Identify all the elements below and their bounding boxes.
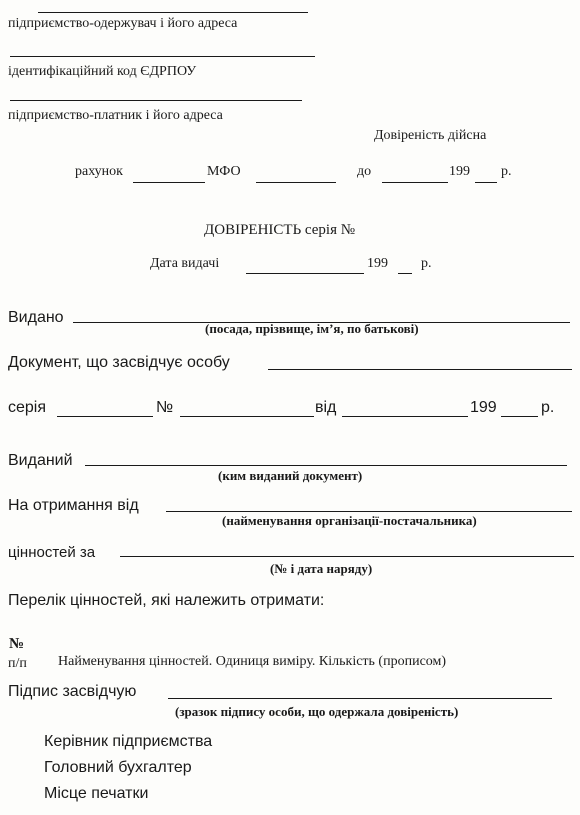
issued-to-hint: (посада, прізвище, ім’я, по батькові) — [205, 321, 419, 336]
issued-by-hint: (ким виданий документ) — [218, 468, 363, 483]
document-label: Документ, що засвідчує особу — [8, 354, 230, 371]
doc-suffix: р. — [541, 399, 555, 416]
recipient-label: підприємство-одержувач і його адреса — [8, 16, 238, 31]
issued-by-line[interactable] — [85, 465, 567, 466]
series-label: серія — [8, 399, 47, 416]
edrpou-label: ідентифікаційний код ЄДРПОУ — [8, 64, 197, 79]
mfo-label: МФО — [207, 164, 241, 179]
director-label: Керівник підприємства — [44, 733, 213, 750]
until-line[interactable] — [382, 182, 448, 183]
values-for-label: цінностей за — [8, 544, 96, 561]
issued-to-label: Видано — [8, 309, 64, 326]
until-suffix: р. — [501, 164, 512, 179]
from-line[interactable] — [342, 416, 468, 417]
doc-year-line[interactable] — [501, 416, 538, 417]
number-sign: № — [156, 399, 174, 416]
receive-from-hint: (найменування організації-постачальника) — [222, 513, 477, 528]
from-label: від — [315, 399, 337, 416]
document-line[interactable] — [268, 369, 572, 370]
until-label: до — [357, 164, 372, 179]
col-desc: Найменування цінностей. Одиниця виміру. Кількість (прописом) — [58, 654, 447, 669]
receive-from-line[interactable] — [166, 511, 572, 512]
account-label: рахунок — [75, 164, 123, 179]
account-line[interactable] — [133, 182, 205, 183]
issue-date-label: Дата видачі — [150, 256, 220, 271]
col-no-bottom: п/п — [8, 656, 27, 671]
payer-line[interactable] — [10, 100, 302, 101]
values-list-label: Перелік цінностей, які належить отримати: — [8, 592, 325, 609]
issue-year-line[interactable] — [398, 273, 412, 274]
edrpou-line[interactable] — [10, 56, 315, 57]
col-no-top: № — [9, 636, 25, 652]
until-year: 199 — [449, 164, 470, 179]
valid-label: Довіреність дійсна — [374, 128, 487, 143]
issue-date-line[interactable] — [246, 273, 364, 274]
until-year-line[interactable] — [475, 182, 497, 183]
values-for-line[interactable] — [120, 556, 574, 557]
issue-year: 199 — [367, 256, 388, 271]
doc-year: 199 — [470, 399, 497, 416]
values-for-hint: (№ і дата наряду) — [270, 561, 373, 576]
signature-hint: (зразок підпису особи, що одержала довіреність) — [175, 704, 459, 719]
signature-label: Підпис засвідчую — [8, 683, 137, 700]
accountant-label: Головний бухгалтер — [44, 759, 192, 776]
series-line[interactable] — [57, 416, 153, 417]
stamp-label: Місце печатки — [44, 785, 149, 802]
doc-title: ДОВІРЕНІСТЬ серія № — [204, 222, 356, 238]
payer-label: підприємство-платник і його адреса — [8, 108, 223, 123]
number-line[interactable] — [180, 416, 314, 417]
recipient-line[interactable] — [38, 12, 308, 13]
mfo-line[interactable] — [256, 182, 336, 183]
receive-from-label: На отримання від — [8, 497, 139, 514]
issued-by-label: Виданий — [8, 452, 73, 469]
signature-line[interactable] — [168, 698, 552, 699]
issue-suffix: р. — [421, 256, 432, 271]
